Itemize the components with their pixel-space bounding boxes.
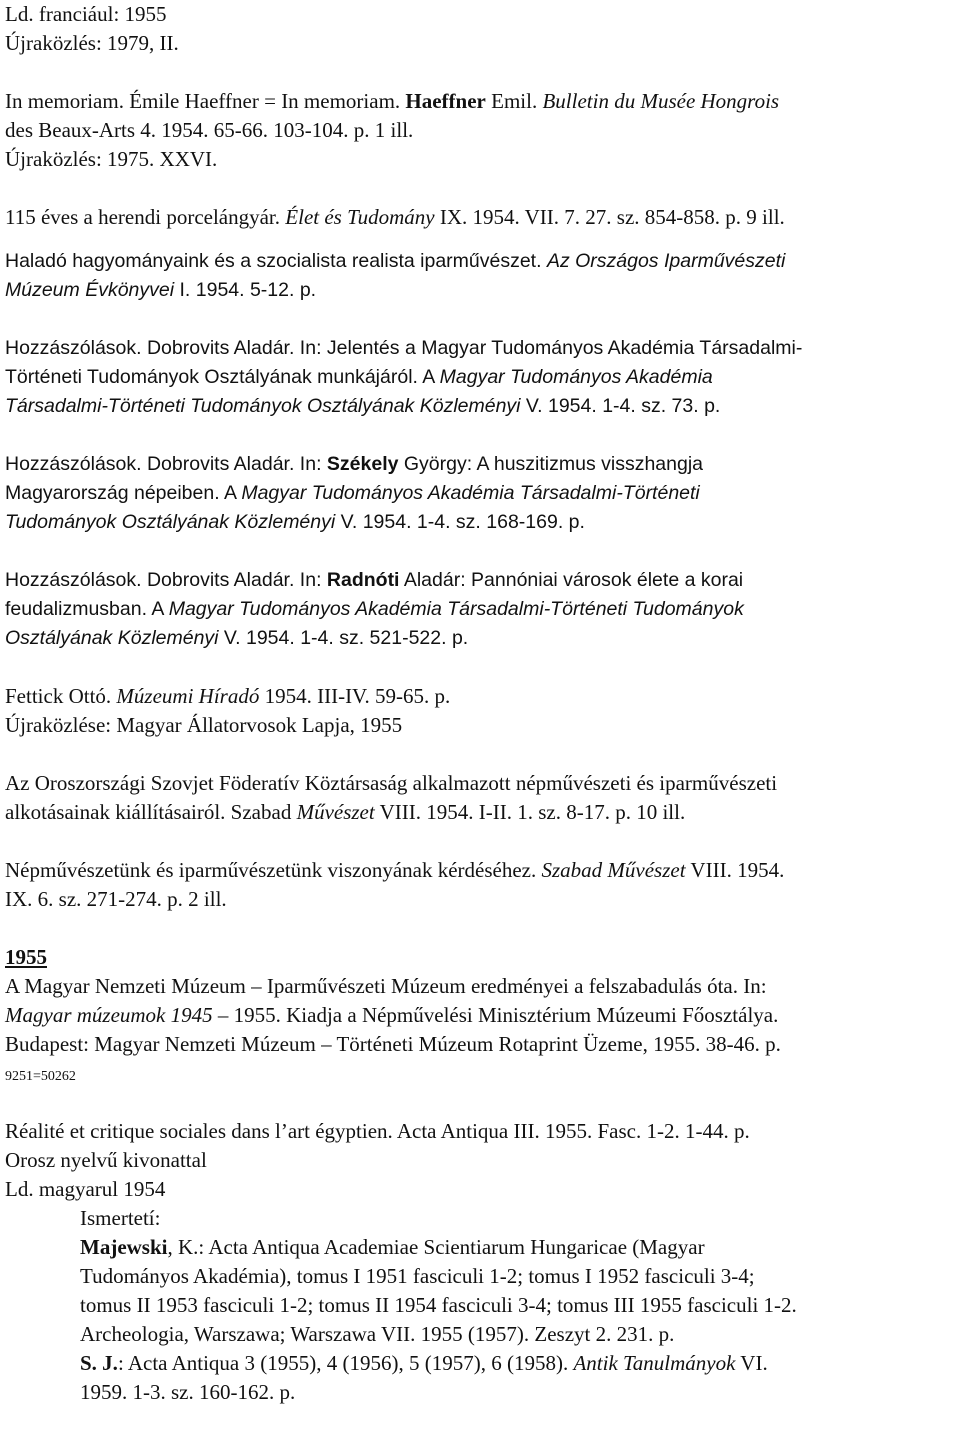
entry-spacer — [5, 174, 957, 203]
text-line — [5, 1320, 957, 1349]
text-segment: tomus II 1953 fasciculi 1-2; tomus II 1954 fasciculi 3-4; tomus III 1955 fasciculi 1-2. — [80, 1293, 797, 1317]
text-segment: Újraközlés: 1975. XXVI. — [5, 147, 218, 171]
text-segment: Népművészetünk és iparművészetünk viszonyának kérdéséhez. — [5, 858, 542, 882]
text-segment: : Acta Antiqua 3 (1955), 4 (1956), 5 (1957), 6 (1958). — [117, 1351, 574, 1375]
text-line — [5, 1001, 957, 1030]
text-segment: Hozzászólások. Dobrovits Aladár. In: — [5, 453, 327, 475]
text-segment: VIII. 1954. I-II. 1. sz. 8-17. p. 10 ill. — [374, 800, 686, 824]
text-segment: Majewski — [80, 1235, 168, 1259]
text-segment: György: A huszitizmus visszhangja — [398, 453, 704, 475]
text-segment: 1959. 1-3. sz. 160-162. p. — [80, 1380, 296, 1404]
text-line — [5, 1262, 957, 1291]
text-segment: Budapest: Magyar Nemzeti Múzeum – Történeti Múzeum Rotaprint Üzeme, 1955. 38-46. p. — [5, 1032, 781, 1056]
text-line — [5, 508, 957, 537]
text-line — [5, 1291, 957, 1320]
text-line — [5, 1204, 957, 1233]
text-line — [5, 392, 957, 421]
bibliography-entry — [5, 1117, 957, 1407]
text-segment: Magyar múzeumok 1945 — [5, 1003, 213, 1027]
text-segment: Újraközlés: 1979, II. — [5, 31, 179, 55]
bibliography-entry — [5, 450, 957, 537]
text-segment: Szabad Művészet — [541, 858, 686, 882]
text-segment: Magyar Tudományos Akadémia — [439, 366, 713, 388]
bibliography-entry — [5, 203, 957, 232]
text-line — [5, 479, 957, 508]
text-line — [5, 972, 957, 1001]
bibliography-list — [5, 0, 957, 1407]
text-line — [5, 769, 957, 798]
text-segment: , K.: Acta Antiqua Academiae Scientiarum Hungaricae (Magyar — [167, 1235, 705, 1259]
text-segment: Hozzászólások. Dobrovits Aladár. In: Jelentés a Magyar Tudományos Akadémia Társadalmi- — [5, 337, 803, 359]
bibliography-entry — [5, 682, 957, 740]
text-line — [5, 1146, 957, 1175]
bibliography-entry — [5, 247, 957, 305]
text-segment: 1955 — [5, 945, 47, 969]
text-line — [5, 87, 957, 116]
text-segment: Ismertetí: — [80, 1206, 161, 1230]
text-segment: Bulletin du Musée Hongrois — [542, 89, 780, 113]
text-segment: Ld. magyarul 1954 — [5, 1177, 166, 1201]
entry-spacer — [5, 232, 957, 247]
text-line — [5, 29, 957, 58]
text-line — [5, 203, 957, 232]
text-segment: Történeti Tudományok Osztályának munkájáról. A — [5, 366, 440, 388]
entry-spacer — [5, 305, 957, 334]
text-segment: 1954. III-IV. 59-65. p. — [259, 684, 451, 708]
text-segment: Aladár: Pannóniai városok élete a korai — [399, 569, 744, 591]
text-segment: Radnóti — [326, 569, 400, 591]
text-line — [5, 1175, 957, 1204]
entry-spacer — [5, 653, 957, 682]
text-line — [5, 856, 957, 885]
text-segment: Antik Tanulmányok — [573, 1351, 736, 1375]
text-segment: Magyar Tudományos Akadémia Társadalmi-Történeti — [241, 482, 700, 504]
text-segment: Emil. — [485, 89, 543, 113]
text-segment: Művészet — [296, 800, 375, 824]
bibliography-entry — [5, 769, 957, 827]
text-segment: alkotásainak kiállításairól. Szabad — [5, 800, 297, 824]
entry-spacer — [5, 58, 957, 87]
text-segment: 115 éves a herendi porcelángyár. — [5, 205, 286, 229]
text-line — [5, 334, 957, 363]
text-segment: V. 1954. 1-4. sz. 168-169. p. — [335, 511, 585, 533]
text-segment: S. J. — [80, 1351, 118, 1375]
document-page — [5, 0, 957, 1407]
bibliography-entry — [5, 334, 957, 421]
text-line — [5, 247, 957, 276]
text-segment: Tudományok Osztályának Közleményi — [5, 511, 336, 533]
text-segment: Az Oroszországi Szovjet Föderatív Köztársaság alkalmazott népművészeti és iparművészeti — [5, 771, 778, 795]
entry-spacer — [5, 740, 957, 769]
entry-spacer — [5, 827, 957, 856]
text-line — [5, 1117, 957, 1146]
entry-spacer — [5, 421, 957, 450]
bibliography-entry — [5, 856, 957, 914]
text-segment: Osztályának Közleményi — [5, 627, 219, 649]
text-line — [5, 363, 957, 392]
text-segment: Orosz nyelvű kivonattal — [5, 1148, 207, 1172]
text-line — [5, 116, 957, 145]
text-line — [5, 943, 957, 972]
text-segment: Fettick Ottó. — [5, 684, 117, 708]
text-segment: V. 1954. 1-4. sz. 521-522. p. — [218, 627, 469, 649]
text-segment: IX. 1954. VII. 7. 27. sz. 854-858. p. 9 ill. — [434, 205, 785, 229]
text-segment: des Beaux-Arts 4. 1954. 65-66. 103-104. p. 1 ill. — [5, 118, 414, 142]
text-segment: Magyar Tudományos Akadémia Társadalmi-Történeti Tudományok — [168, 598, 744, 620]
entry-spacer — [5, 1088, 957, 1117]
entry-spacer — [5, 914, 957, 943]
text-segment: Archeologia, Warszawa; Warszawa VII. 1955 (1957). Zeszyt 2. 231. p. — [80, 1322, 675, 1346]
text-segment: Hozzászólások. Dobrovits Aladár. In: — [5, 569, 327, 591]
text-line — [5, 624, 957, 653]
bibliography-entry — [5, 566, 957, 653]
text-line — [5, 0, 957, 29]
text-line — [5, 798, 957, 827]
text-segment: Múzeumi Híradó — [116, 684, 260, 708]
text-segment: Ld. franciául: 1955 — [5, 2, 167, 26]
text-segment: Tudományos Akadémia), tomus I 1951 fasciculi 1-2; tomus I 1952 fasciculi 3-4; — [80, 1264, 755, 1288]
text-segment: Székely — [326, 453, 399, 475]
bibliography-entry — [5, 87, 957, 174]
text-segment: feudalizmusban. A — [5, 598, 169, 620]
text-segment: Réalité et critique sociales dans l’art égyptien. Acta Antiqua III. 1955. Fasc. 1-2. 1-44. p. — [5, 1119, 750, 1143]
text-line — [5, 711, 957, 740]
text-segment: 9251=50262 — [5, 1069, 76, 1084]
text-segment: VIII. 1954. — [685, 858, 785, 882]
text-segment: IX. 6. sz. 271-274. p. 2 ill. — [5, 887, 227, 911]
text-segment: Haladó hagyományaink és a szocialista realista iparművészet. — [5, 250, 547, 272]
text-segment: I. 1954. 5-12. p. — [174, 279, 317, 301]
text-segment: In memoriam. Émile Haeffner = In memoriam. — [5, 89, 406, 113]
bibliography-entry — [5, 0, 957, 58]
text-segment: – 1955. Kiadja a Népművelési Minisztérium Múzeumi Főosztálya. — [212, 1003, 779, 1027]
text-line — [5, 450, 957, 479]
text-segment: VI. — [735, 1351, 768, 1375]
text-line — [5, 595, 957, 624]
text-line — [5, 1233, 957, 1262]
text-line — [5, 1059, 957, 1088]
text-segment: Haeffner — [405, 89, 486, 113]
text-line — [5, 1349, 957, 1378]
text-line — [5, 1378, 957, 1407]
text-segment: Magyarország népeiben. A — [5, 482, 242, 504]
text-segment: Az Országos Iparművészeti — [546, 250, 786, 272]
entry-spacer — [5, 537, 957, 566]
text-segment: A Magyar Nemzeti Múzeum – Iparművészeti Múzeum eredményei a felszabadulás óta. In: — [5, 974, 767, 998]
text-segment: Újraközlése: Magyar Állatorvosok Lapja, 1955 — [5, 713, 403, 737]
text-line — [5, 145, 957, 174]
text-line — [5, 682, 957, 711]
text-line — [5, 885, 957, 914]
text-segment: Társadalmi-Történeti Tudományok Osztályának Közleményi — [5, 395, 521, 417]
text-segment: Múzeum Évkönyvei — [5, 279, 175, 301]
text-line — [5, 566, 957, 595]
text-line — [5, 1030, 957, 1059]
bibliography-entry — [5, 943, 957, 1088]
text-segment: Élet és Tudomány — [285, 205, 435, 229]
text-line — [5, 276, 957, 305]
text-segment: V. 1954. 1-4. sz. 73. p. — [520, 395, 721, 417]
